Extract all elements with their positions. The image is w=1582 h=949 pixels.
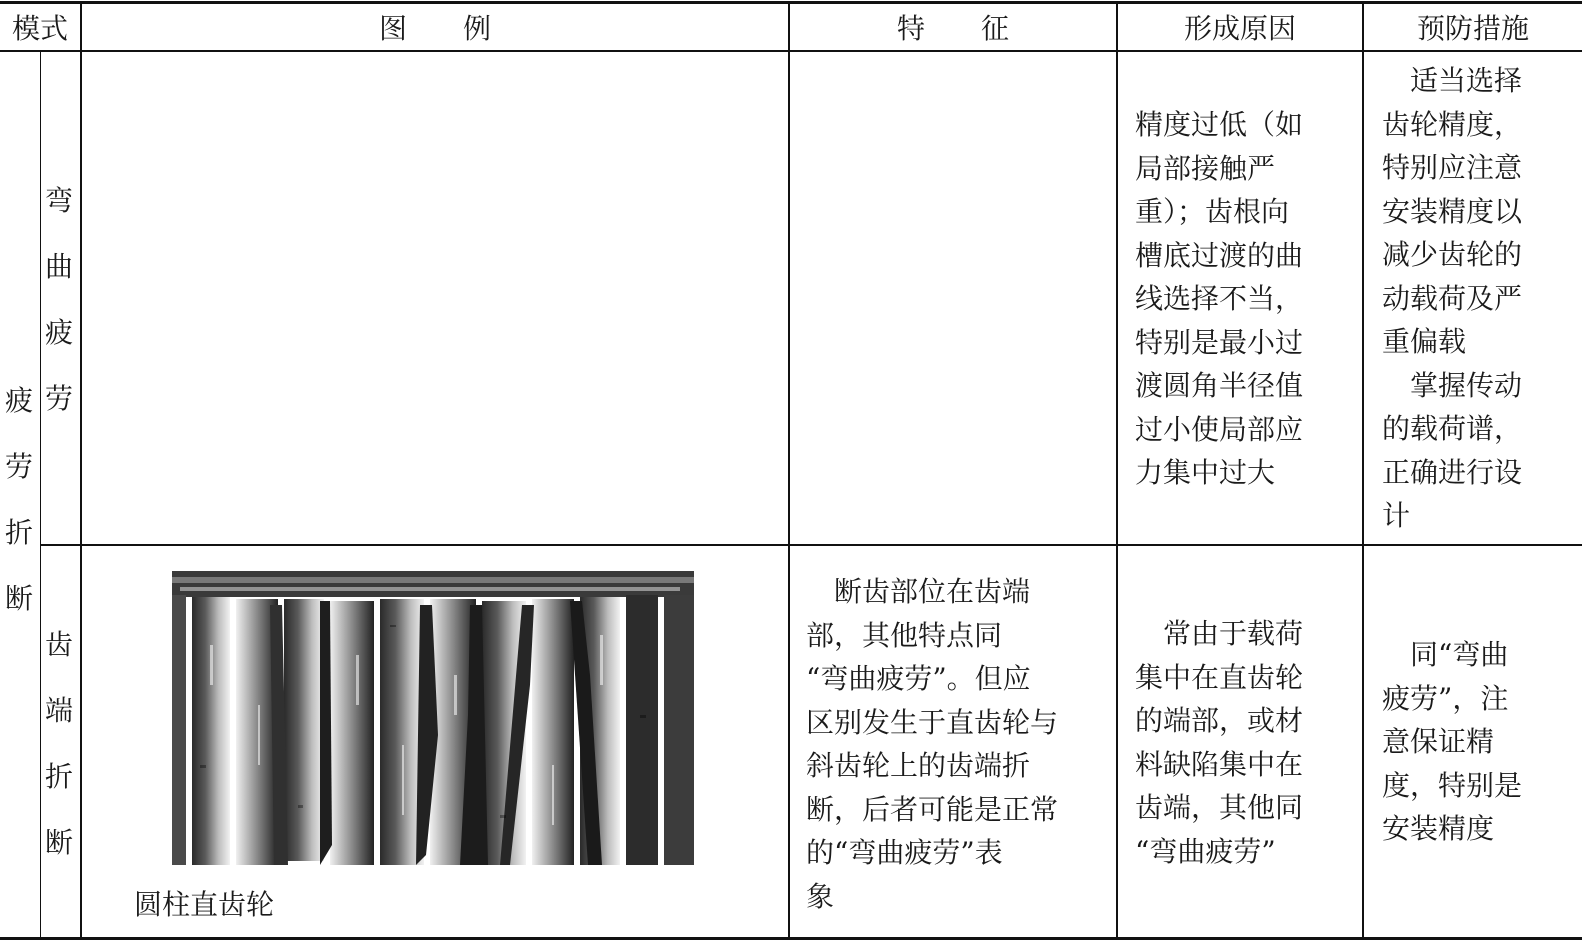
mode-label-tooth-end-fracture: 齿 端 折 断 [44, 628, 73, 859]
table-bottom-rule [0, 937, 1582, 940]
group-label-fatigue-fracture: 疲 劳 折 断 [4, 384, 33, 615]
row1-causes: 精度过低（如 局部接触严 重）；齿根向 槽底过渡的曲 线选择不当， 特别是最小过 渡圆角半径值 过小使局部应 力集中过大 [1135, 108, 1304, 489]
row1-features-empty [790, 52, 1116, 544]
row2-causes: 常由于载荷 集中在直齿轮 的端部，或材 料缺陷集中在 齿端，其他同 “弯曲疲劳” [1135, 617, 1304, 868]
row2-features: 断齿部位在齿端 部，其他特点同 “弯曲疲劳”。但应 区别发生于直齿轮与 斜齿轮上的齿端折 断，后者可能是正常 的“弯曲疲劳”表 象 [806, 575, 1059, 913]
header-features: 特 征 [896, 12, 1009, 45]
header-prevention: 预防措施 [1416, 12, 1529, 45]
header-illustration: 图 例 [378, 12, 491, 45]
col-rule-features [1116, 2, 1118, 939]
row-divider [40, 544, 1582, 546]
row2-prevention: 同“弯曲 疲劳”，注 意保证精 度，特别是 安装精度 [1382, 638, 1523, 845]
header-mode: 模式 [11, 12, 68, 45]
col-rule-causes [1362, 2, 1364, 939]
row1-illustration-empty [82, 52, 788, 544]
figure-caption: 圆柱直齿轮 [134, 888, 275, 921]
header-causes: 形成原因 [1183, 12, 1296, 45]
row1-prevention: 适当选择 齿轮精度， 特别应注意 安装精度以 减少齿轮的 动载荷及严 重偏载 掌握传动 的载荷谱， 正确进行设 计 [1382, 64, 1523, 532]
spur-gear-fracture-photo [170, 565, 700, 873]
mode-label-bending-fatigue: 弯 曲 疲 劳 [44, 184, 73, 415]
col-rule-submode [40, 51, 41, 938]
